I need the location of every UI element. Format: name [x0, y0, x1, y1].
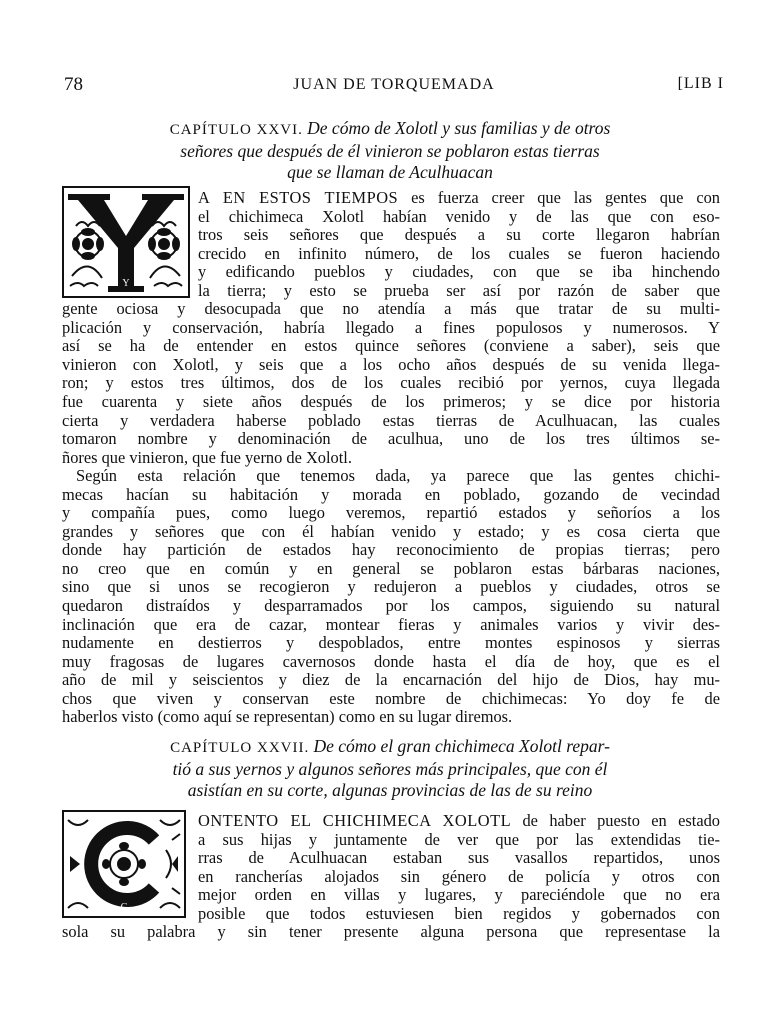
text-line: muy fragosas de lugares cavernosos donde hasta el día de hoy, que es el [62, 651, 720, 671]
svg-text:Y: Y [122, 278, 130, 289]
chapter-27-title-line: asistían en su corte, algunas provincias de las de su reino [187, 780, 593, 800]
book-label: [LIB I [677, 75, 724, 92]
running-author: JUAN DE TORQUEMADA [293, 76, 495, 93]
text-line: A EN ESTOS TIEMPOS es fuerza creer que las gentes que con [198, 188, 720, 207]
chapter-26-body [62, 189, 720, 727]
chapter-26-title-line: señores que después de él vinieron se poblaron estas tierras [180, 141, 600, 161]
text-line: tomaron nombre y denominación de aculhua, uno de los tres últimos se- [62, 429, 720, 449]
text-line: el chichimeca Xolotl habían venido y de las que con eso- [198, 206, 720, 226]
text-line: posible que todos estuviesen bien regidos y gobernados con [198, 903, 720, 923]
text-line: plicación y conservación, habría llegado a fines populosos y numerosos. Y [62, 317, 720, 337]
text-line: año de mil y seiscientos y diez de la encarnación del hijo de Dios, hay mu- [62, 670, 720, 690]
text-line: ron; y estos tres últimos, dos de los cuales recibió por yernos, cuya llegada [62, 373, 720, 393]
text-line: y compañía pues, como luego veremos, repartió estados y señoríos a los [62, 503, 720, 523]
text-line: cierta y verdadera haberse poblado estas tierras de Aculhuacan, las cuales [62, 410, 720, 430]
text-line: sino que si unos se recogieron y redujeron a pueblos y ciudades, otros se [62, 577, 720, 597]
text-line: inclinación que era de cazar, montear fieras y animales varios y vivir des- [62, 614, 720, 634]
text-line: y edificando pueblos y ciudades, con que se iba hinchendo [198, 262, 720, 282]
chapter-27-body [62, 812, 720, 942]
text-line: crecido en infinito número, de los cuales se fueron haciendo [198, 243, 720, 263]
text-line: quedaron distraídos y desparramados por los campos, siguiendo su natural [62, 596, 720, 616]
page-number: 78 [64, 74, 83, 95]
text-line: no creo que en común y en general se poblaron estas bárbaras naciones, [62, 558, 720, 578]
text-line: en rancherías alojados sin género de policía y otros con [198, 866, 720, 886]
text-line: chos que viven y conservan este nombre de chichimecas: Yo doy fe de [62, 688, 720, 708]
chapter-27-heading-line-1 [110, 736, 670, 759]
text-line: así se ha de entender en estos quince señores (conviene a saber), seis que [62, 336, 720, 356]
text-line: gente ociosa y desocupada que no atendía a más que tratar de su multi- [62, 299, 720, 319]
chapter-26-title-line: que se llaman de Aculhuacan [287, 162, 493, 182]
chapter-27-label: CAPÍTULO XXVII. [170, 740, 310, 756]
chapter-27-lead: ONTENTO EL CHICHIMECA XOLOTL [198, 811, 512, 830]
chapter-27-title-line: tió a sus yernos y algunos señores más principales, que con él [172, 759, 608, 779]
chapter-26-lead: A EN ESTOS TIEMPOS [198, 188, 399, 207]
chapter-26-label: CAPÍTULO XXVI. [169, 122, 303, 138]
text-line: sola su palabra y sin tener presente alguna persona que representase la [62, 922, 720, 942]
text-line: ONTENTO EL CHICHIMECA XOLOTL de haber puesto en estado [198, 811, 720, 830]
text-line: vinieron con Xolotl, y seis que a los ocho años después de su venida llega- [62, 354, 720, 374]
text-line: ñores que vinieron, que fue yerno de Xolotl. [62, 447, 352, 467]
svg-text:C: C [120, 902, 128, 913]
chapter-27-title-line: De cómo el gran chichimeca Xolotl repar- [313, 736, 610, 756]
chapter-26-heading [110, 118, 670, 183]
text-line: haberlos visto (como aquí se representan) como en su lugar diremos. [62, 707, 513, 727]
text-line: mejor orden en villas y lugares, y pareciéndole que no era [198, 885, 720, 905]
chapter-26-heading-line-1 [110, 118, 670, 141]
text-line: a sus hijas y juntamente de ver que por las extendidas tie- [198, 829, 720, 849]
text-line: nudamente en destierros y despoblados, entre montes espinosos y sierras [62, 633, 720, 653]
running-header [64, 74, 724, 98]
text-line: fue cuarenta y siete años después de los primeros; y se dice por historia [62, 392, 720, 412]
text-line: tros seis señores que después a su corte llegaron habrían [198, 225, 720, 245]
chapter-26-title-line: De cómo de Xolotl y sus familias y de otros [307, 118, 611, 138]
text-line: grandes y señores que con él habían venido y estado; y es cosa cierta que [62, 521, 720, 541]
text-line: Según esta relación que tenemos dada, ya parece que las gentes chichi- [76, 466, 720, 486]
text-line: mecas hacían su habitación y morada en poblado, gozando de vecindad [62, 484, 720, 504]
text-line: la tierra; y esto se prueba ser así por razón de saber que [198, 280, 720, 300]
chapter-27-heading [110, 736, 670, 801]
text-line: donde hay partición de estados hay reconocimiento de propias tierras; pero [62, 540, 720, 560]
text-line: rras de Aculhuacan estaban sus vasallos repartidos, unos [198, 848, 720, 868]
